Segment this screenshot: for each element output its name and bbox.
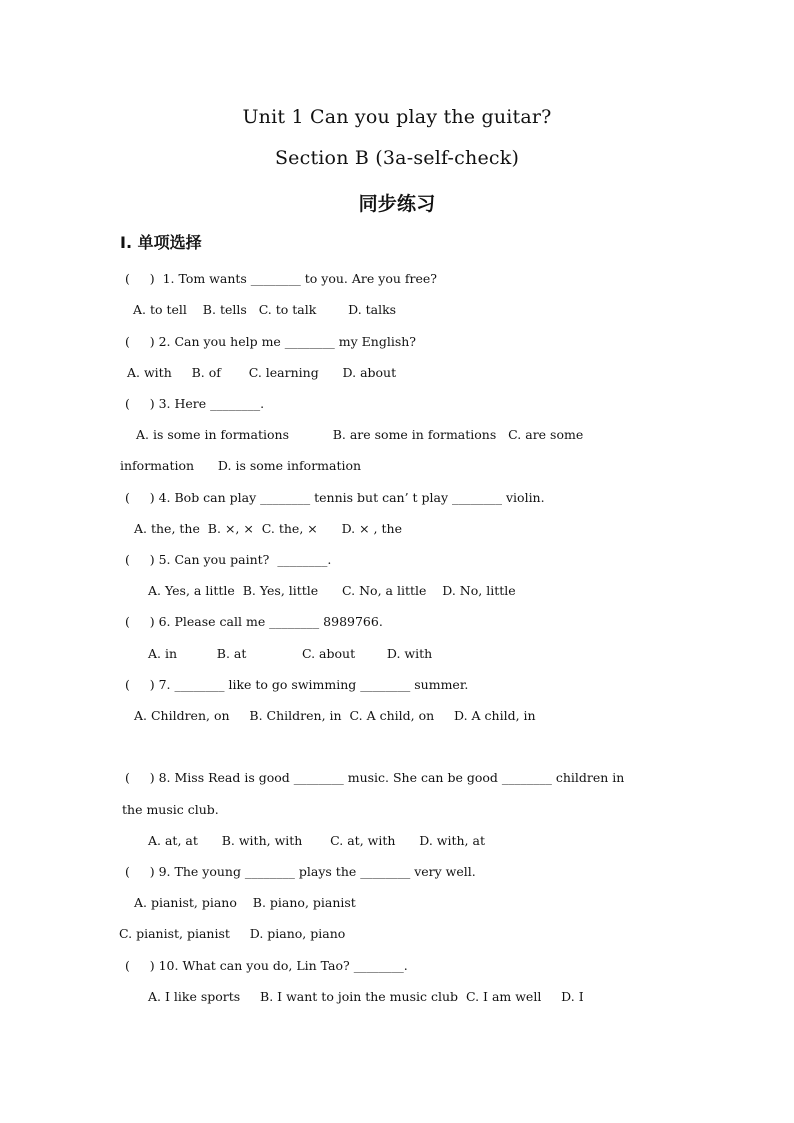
exercise-heading: 同步练习 [358, 193, 436, 215]
question-options: A. at, at B. with, with C. at, with D. with, at [148, 833, 485, 848]
question-options: A. to tell B. tells C. to talk D. talks [133, 302, 397, 317]
question-stem: ( ) 10. What can you do, Lin Tao? ________. [125, 958, 408, 973]
unit-title: Unit 1 Can you play the guitar? [242, 106, 552, 128]
question-stem: ( ) 8. Miss Read is good ________ music. She can be good ________ children in [125, 770, 625, 785]
question-options: A. Children, on B. Children, in C. A child, on D. A child, in [134, 708, 536, 723]
question-options: A. pianist, piano B. piano, pianist [134, 895, 356, 910]
question-options: A. with B. of C. learning D. about [127, 365, 397, 380]
question-stem: ( ) 3. Here ________. [125, 396, 265, 411]
question-stem: ( ) 9. The young ________ plays the ________ very well. [125, 864, 476, 879]
question-stem: ( ) 6. Please call me ________ 8989766. [125, 614, 383, 629]
question-stem: ( ) 1. Tom wants ________ to you. Are you free? [125, 271, 437, 286]
question-stem-continued: the music club. [122, 802, 219, 817]
question-options-continued: information D. is some information [120, 458, 362, 473]
section-title: I. 单项选择 [120, 233, 202, 252]
question-options: A. is some in formations B. are some in formations C. are some [136, 427, 584, 442]
question-options: A. in B. at C. about D. with [148, 646, 433, 661]
question-options: A. the, the B. ×, × C. the, × D. × , the [134, 521, 402, 536]
section-subtitle: Section B (3a-self-check) [274, 147, 520, 169]
question-options: A. Yes, a little B. Yes, little C. No, a little D. No, little [148, 583, 516, 598]
question-options: A. I like sports B. I want to join the music club C. I am well D. I [148, 989, 584, 1004]
question-stem: ( ) 5. Can you paint? ________. [125, 552, 332, 567]
question-stem: ( ) 4. Bob can play ________ tennis but can’ t play ________ violin. [125, 490, 545, 505]
question-options-continued: C. pianist, pianist D. piano, piano [119, 926, 346, 941]
question-stem: ( ) 7. ________ like to go swimming ________ summer. [125, 677, 469, 692]
question-stem: ( ) 2. Can you help me ________ my English? [125, 334, 416, 349]
